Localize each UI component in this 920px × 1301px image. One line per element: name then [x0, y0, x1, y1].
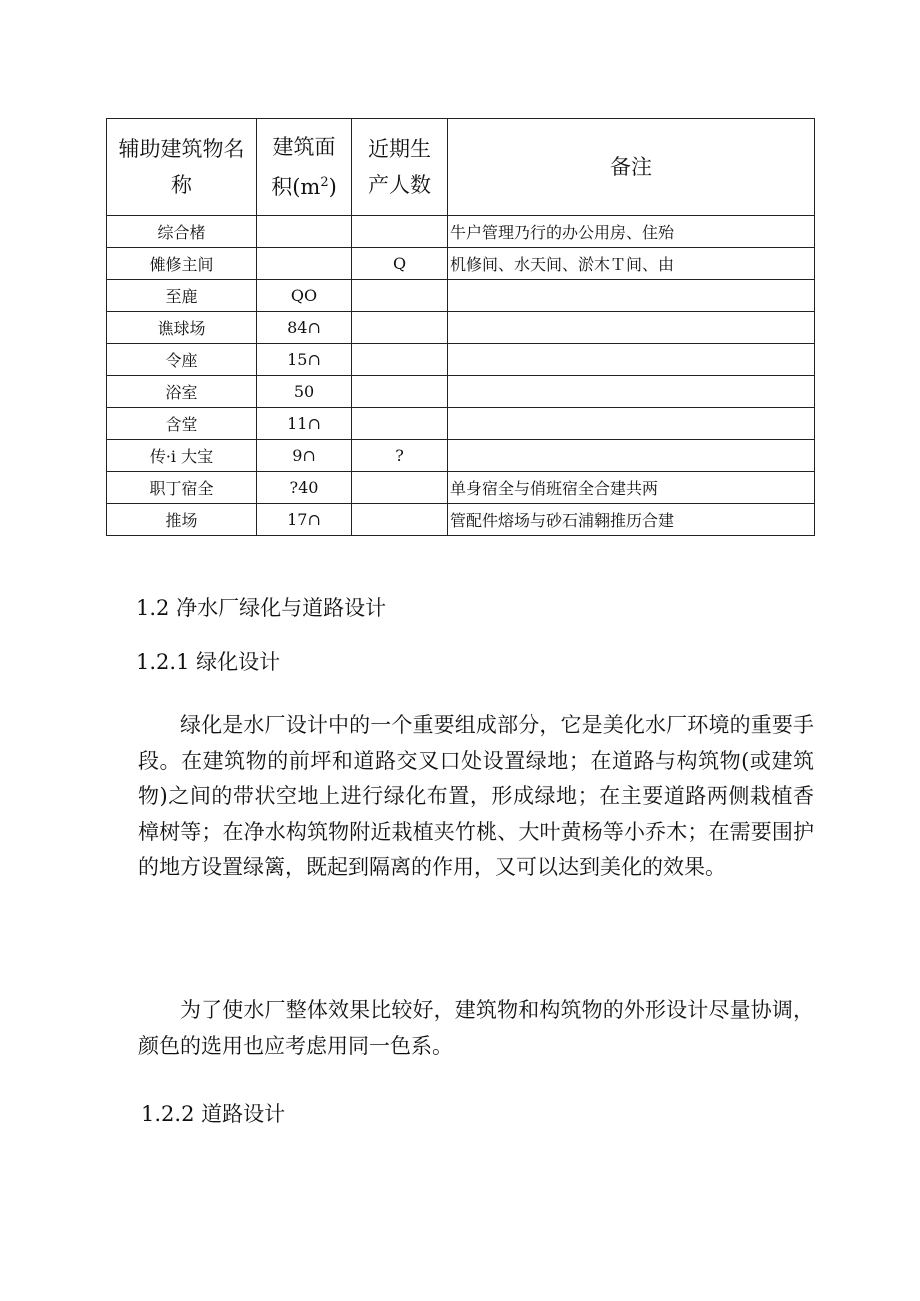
cell-name: 令座 — [107, 344, 257, 376]
cell-remark — [448, 280, 815, 312]
cell-staff — [352, 312, 448, 344]
cell-area — [257, 216, 352, 248]
cell-remark — [448, 408, 815, 440]
cell-area: 50 — [257, 376, 352, 408]
cell-name: 综合楮 — [107, 216, 257, 248]
cell-area: 17∩ — [257, 504, 352, 536]
paragraph-coordination: 为了使水厂整体效果比较好，建筑物和构筑物的外形设计尽量协调，颜色的选用也应考虑用同一色系。 — [138, 998, 814, 1058]
cell-name: 谯球场 — [107, 312, 257, 344]
table-row — [107, 440, 815, 472]
cell-area — [257, 248, 352, 280]
cell-name: 至鹿 — [107, 280, 257, 312]
cell-name: 传·i 大宝 — [107, 440, 257, 472]
header-building-area: 建筑面 积$(m^2)$ — [257, 119, 352, 216]
auxiliary-buildings-table — [106, 118, 815, 536]
cell-area: ?40 — [257, 472, 352, 504]
cell-remark: 管配件熔场与砂石浦翱推历合建 — [448, 504, 815, 536]
cell-name: 职丁宿全 — [107, 472, 257, 504]
table-row — [107, 216, 815, 248]
cell-area: 11∩ — [257, 408, 352, 440]
cell-name: 推场 — [107, 504, 257, 536]
section-heading-1-2: 1.2 净水厂绿化与道路设计 — [136, 596, 387, 620]
cell-staff — [352, 344, 448, 376]
cell-staff — [352, 376, 448, 408]
table-row — [107, 376, 815, 408]
cell-name: 浴室 — [107, 376, 257, 408]
header-building-name: 辅助建筑物名 称 — [107, 119, 257, 216]
table-row — [107, 408, 815, 440]
cell-area: 9∩ — [257, 440, 352, 472]
cell-remark — [448, 440, 815, 472]
cell-staff — [352, 280, 448, 312]
table-row — [107, 248, 815, 280]
section-heading-1-2-2: 1.2.2 道路设计 — [141, 1102, 286, 1126]
cell-remark — [448, 344, 815, 376]
cell-area: 84∩ — [257, 312, 352, 344]
cell-remark — [448, 376, 815, 408]
cell-staff — [352, 504, 448, 536]
cell-area: 15∩ — [257, 344, 352, 376]
cell-staff: Q — [352, 248, 448, 280]
table-header-row — [107, 119, 815, 216]
cell-name: 含堂 — [107, 408, 257, 440]
cell-staff: ? — [352, 440, 448, 472]
cell-area: QO — [257, 280, 352, 312]
header-remark: 备注 — [448, 119, 815, 216]
cell-remark — [448, 312, 815, 344]
cell-remark: 机修间、水天间、淤木Ｔ间、由 — [448, 248, 815, 280]
table-row — [107, 312, 815, 344]
cell-staff — [352, 472, 448, 504]
cell-name: 傩修主间 — [107, 248, 257, 280]
table-row — [107, 344, 815, 376]
cell-remark: 单身宿全与俏班宿全合建共两 — [448, 472, 815, 504]
header-staff-count: 近期生 产人数 — [352, 119, 448, 216]
cell-remark: 牛户管理乃行的办公用房、住殆 — [448, 216, 815, 248]
section-heading-1-2-1: 1.2.1 绿化设计 — [136, 650, 281, 674]
table-row — [107, 472, 815, 504]
table-row — [107, 280, 815, 312]
cell-staff — [352, 408, 448, 440]
table-row — [107, 504, 815, 536]
cell-staff — [352, 216, 448, 248]
paragraph-greening: 绿化是水厂设计中的一个重要组成部分，它是美化水厂环境的重要手段。在建筑物的前坪和道路交叉口处设置绿地；在道路与构筑物(或建筑物)之间的带状空地上进行绿化布置，形成绿地；在主要道路两侧栽植香樟树等；在净水构筑物附近栽植夹竹桃、大叶黄杨等小乔木；在需要围护的地方设置绿篱，既起到隔离的作用，又可以达到美化的效果。 — [138, 713, 814, 879]
